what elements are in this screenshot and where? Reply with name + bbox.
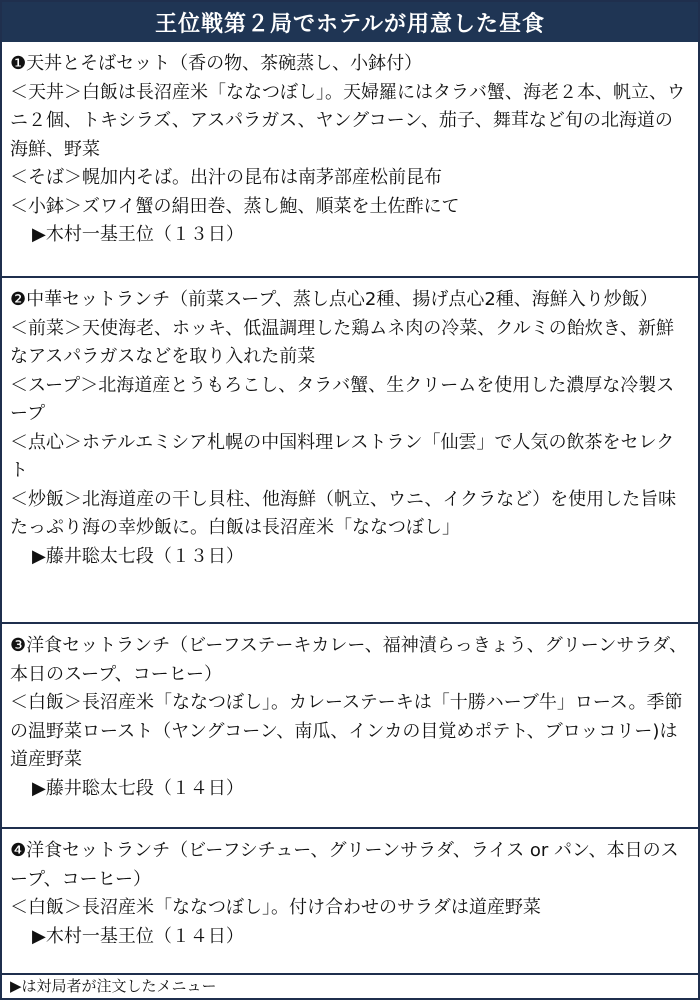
orderer-label: ▶藤井聡太七段（１３日） bbox=[32, 545, 244, 567]
menu-detail: ＜そば＞幌加内そば。出汁の昆布は南茅部産松前昆布 bbox=[10, 167, 442, 188]
menu-heading: ❷中華セットランチ（前菜スープ、蒸し点心2種、揚げ点心2種、海鮮入り炒飯） bbox=[10, 289, 658, 310]
menu-detail: ＜前菜＞天使海老、ホッキ、低温調理した鶏ムネ肉の冷菜、クルミの飴炊き、新鮮なアスパラガスなどを取り入れた前菜 bbox=[10, 317, 675, 367]
footer-note: ▶は対局者が注文したメニュー bbox=[10, 977, 217, 995]
menu-detail: ＜白飯＞長沼産米「ななつぼし」。カレーステーキは「十勝ハーブ牛」ロース。季節の温野菜ロースト（ヤングコーン、南瓜、インカの目覚めポテト、ブロッコリー)は道産野菜 bbox=[10, 692, 683, 770]
menu-section-3 bbox=[2, 624, 698, 829]
orderer-label: ▶木村一基王位（１３日） bbox=[32, 224, 244, 245]
menu-heading: ❹洋食セットランチ（ビーフシチュー、グリーンサラダ、ライス or パン、本日のスープ、コーヒー） bbox=[10, 840, 679, 890]
menu-section-4 bbox=[2, 829, 698, 975]
menu-section-2 bbox=[2, 278, 698, 624]
orderer-label: ▶藤井聡太七段（１４日） bbox=[32, 777, 244, 799]
menu-heading: ❸洋食セットランチ（ビーフステーキカレー、福神漬らっきょう、グリーンサラダ、本日のスープ、コーヒー） bbox=[10, 635, 688, 685]
menu-detail: ＜点心＞ホテルエミシア札幌の中国料理レストラン「仙雲」で人気の飲茶をセレクト bbox=[10, 431, 675, 481]
menu-detail: ＜小鉢＞ズワイ蟹の絹田巻、蒸し鮑、順菜を土佐酢にて bbox=[10, 195, 460, 217]
menu-detail: ＜天丼＞白飯は長沼産米「ななつぼし」。天婦羅にはタラバ蟹、海老２本、帆立、ウニ２個、トキシラズ、アスパラガス、ヤングコーン、茄子、舞茸など旬の北海道の海鮮、野菜 bbox=[10, 81, 685, 160]
menu-detail: ＜白飯＞長沼産米「ななつぼし」。付け合わせのサラダは道産野菜 bbox=[10, 897, 541, 918]
menu-detail: ＜スープ＞北海道産とうもろこし、タラバ蟹、生クリームを使用した濃厚な冷製スープ bbox=[10, 374, 675, 424]
menu-heading: ❶天丼とそばセット（香の物、茶碗蒸し、小鉢付） bbox=[10, 53, 423, 74]
menu-detail: ＜炒飯＞北海道産の干し貝柱、他海鮮（帆立、ウニ、イクラなど）を使用した旨味たっぷり海の幸炒飯に。白飯は長沼産米「ななつぼし」 bbox=[10, 488, 677, 538]
menu-sections bbox=[2, 42, 698, 975]
table-title: 王位戦第２局でホテルが用意した昼食 bbox=[2, 2, 698, 42]
menu-section-1 bbox=[2, 42, 698, 278]
orderer-label: ▶木村一基王位（１４日） bbox=[32, 925, 244, 947]
